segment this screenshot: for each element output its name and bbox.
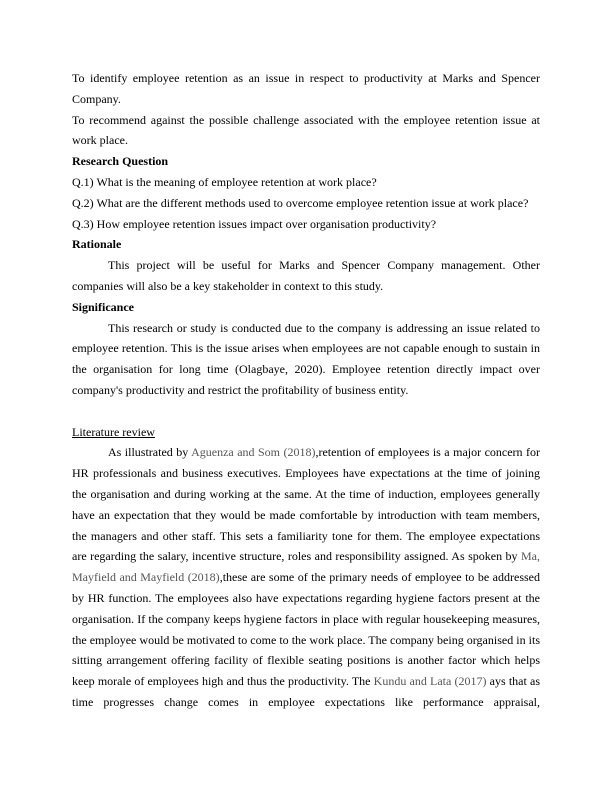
lit-body-part-2: ,these are some of the primary needs of employee to be addressed by HR function. The employees also have expectations regarding hygiene factors present at the organisation. If the company keeps hygiene factors in place with regular housekeeping measures, the employee would be motivated to come to the work place. The company being organised in its sitting arrangement offering facility of flexible seating positions is another factor which helps keep morale of employees high and thus the productivity. The bbox=[72, 570, 540, 689]
citation-aguenza-som: Aguenza and Som (2018) bbox=[191, 445, 316, 460]
citation-kundu-lata: Kundu and Lata (2017) bbox=[373, 674, 487, 689]
research-question-1: Q.1) What is the meaning of employee retention at work place? bbox=[72, 174, 377, 189]
research-question-heading: Research Question bbox=[72, 154, 169, 169]
significance-paragraph: This research or study is conducted due to the company is addressing an issue related to employee retention. This is the issue arises when employees are not capable enough to sustain in the organisation for long time (Olagbaye, 2020). Employee retention directly impact over company's productivity and restrict the profitability of business entity. bbox=[72, 320, 540, 397]
literature-review-heading: Literature review bbox=[72, 424, 155, 439]
objective-2: To recommend against the possible challenge associated with the employee retention issue at work place. bbox=[72, 112, 540, 148]
research-question-3: Q.3) How employee retention issues impact over organisation productivity? bbox=[72, 216, 437, 231]
objective-1: To identify employee retention as an issue in respect to productivity at Marks and Spencer Company. bbox=[72, 71, 540, 106]
citation-ma-mayfield: Ma, Mayfield and Mayfield (2018) bbox=[72, 549, 540, 585]
document-page bbox=[72, 68, 540, 713]
lit-body-part-1: ,retention of employees is a major concern for HR professionals and business executives. Employees have expectations at the time of joining the organisation and during working at the same. At the time of induction, employees generally have an expectation that they would be made comfortable by introduction with team members, the managers and other staff. This sets a familiarity tone for them. The employee expectations are regarding the salary, incentive structure, roles and responsibility assigned. As spoken by bbox=[72, 445, 540, 564]
lit-body-part-3: ays that as time progresses change comes in employee expectations like performance appraisal, bbox=[72, 674, 540, 709]
literature-review-paragraph bbox=[72, 442, 540, 712]
lit-intro-text: As illustrated by bbox=[108, 445, 192, 460]
research-question-2: Q.2) What are the different methods used to overcome employee retention issue at work place? bbox=[72, 195, 529, 210]
rationale-heading: Rationale bbox=[72, 237, 122, 252]
rationale-paragraph: This project will be useful for Marks and Spencer Company management. Other companies will also be a key stakeholder in context to this study. bbox=[72, 258, 540, 293]
significance-heading: Significance bbox=[72, 299, 134, 314]
